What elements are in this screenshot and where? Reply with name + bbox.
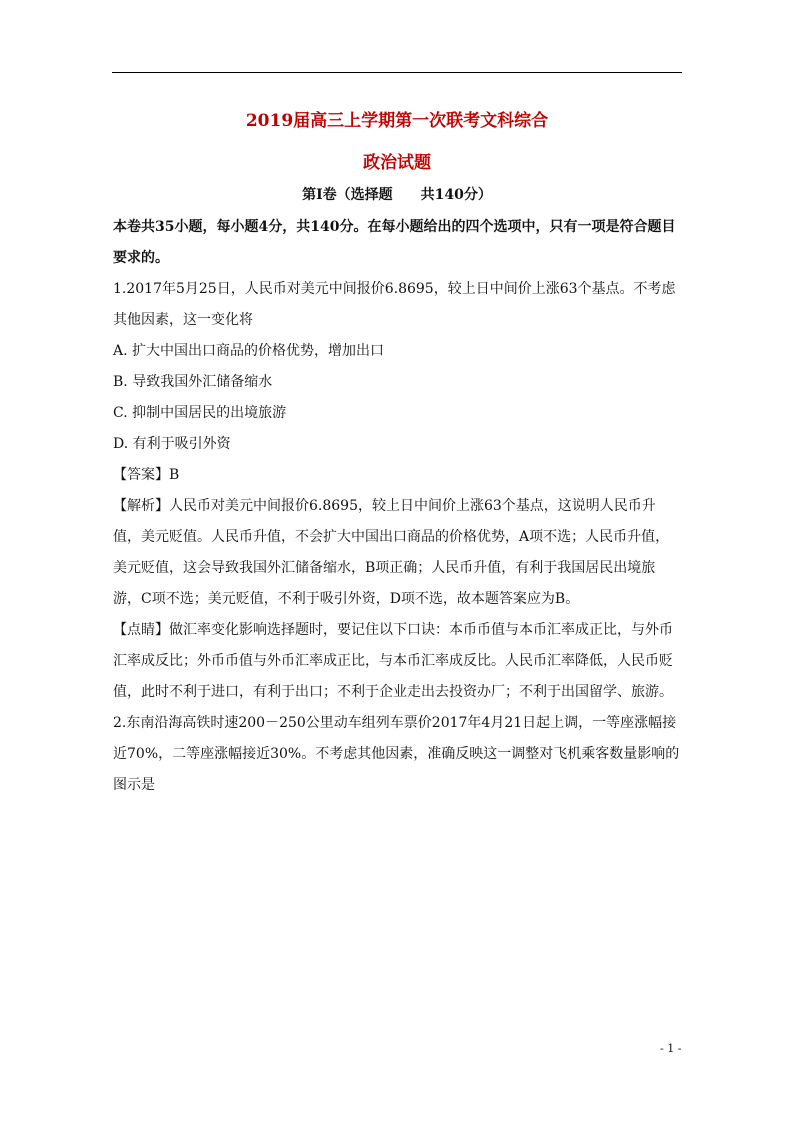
question-1-option-a: A. 扩大中国出口商品的价格优势，增加出口	[113, 343, 385, 359]
section-heading: 第Ⅰ卷（选择题 共140分）	[302, 187, 492, 203]
question-1-option-c: C. 抑制中国居民的出境旅游	[113, 405, 287, 421]
page-number: - 1 -	[660, 1042, 682, 1055]
question-1-analysis: 【解析】人民币对美元中间报价6.8695，较上日中间价上涨63个基点，这说明人民币升值，美元贬值。人民币升值，不会扩大中国出口商品的价格优势，A项不选；人民币升值，美元贬值，这会导致我国外汇储备缩水，B项正确；人民币升值，有利于我国居民出境旅游，C项不选；美元贬值，不利于吸引外资，D项不选，故本题答案应为B。	[113, 498, 670, 607]
exam-title: 2019届高三上学期第一次联考文科综合	[245, 111, 549, 131]
question-1-tip: 【点睛】做汇率变化影响选择题时，要记住以下口诀：本币币值与本币汇率成正比，与外币汇率成反比；外币币值与外币汇率成正比，与本币汇率成反比。人民币汇率降低，人民币贬值，此时不利于进口，有利于出口；不利于企业走出去投资办厂；不利于出国留学、旅游。	[113, 622, 673, 700]
header-rule	[112, 72, 682, 73]
question-1-option-d: D. 有利于吸引外资	[113, 436, 231, 452]
question-2-stem: 2.东南沿海高铁时速200－250公里动车组列车票价2017年4月21日起上调，一等座涨幅接近70%，二等座涨幅接近30%。不考虑其他因素，准确反映这一调整对飞机乘客数量影响的图示是	[113, 715, 680, 793]
question-1-answer: 【答案】B	[113, 467, 180, 483]
instructions: 本卷共35小题，每小题4分，共140分。在每小题给出的四个选项中，只有一项是符合题目要求的。	[113, 219, 676, 266]
question-1-stem: 1.2017年5月25日，人民币对美元中间报价6.8695，较上日中间价上涨63个基点。不考虑其他因素，这一变化将	[113, 281, 676, 328]
question-1-option-b: B. 导致我国外汇储备缩水	[113, 374, 273, 390]
document-body	[113, 212, 683, 801]
exam-subtitle: 政治试题	[363, 153, 431, 173]
